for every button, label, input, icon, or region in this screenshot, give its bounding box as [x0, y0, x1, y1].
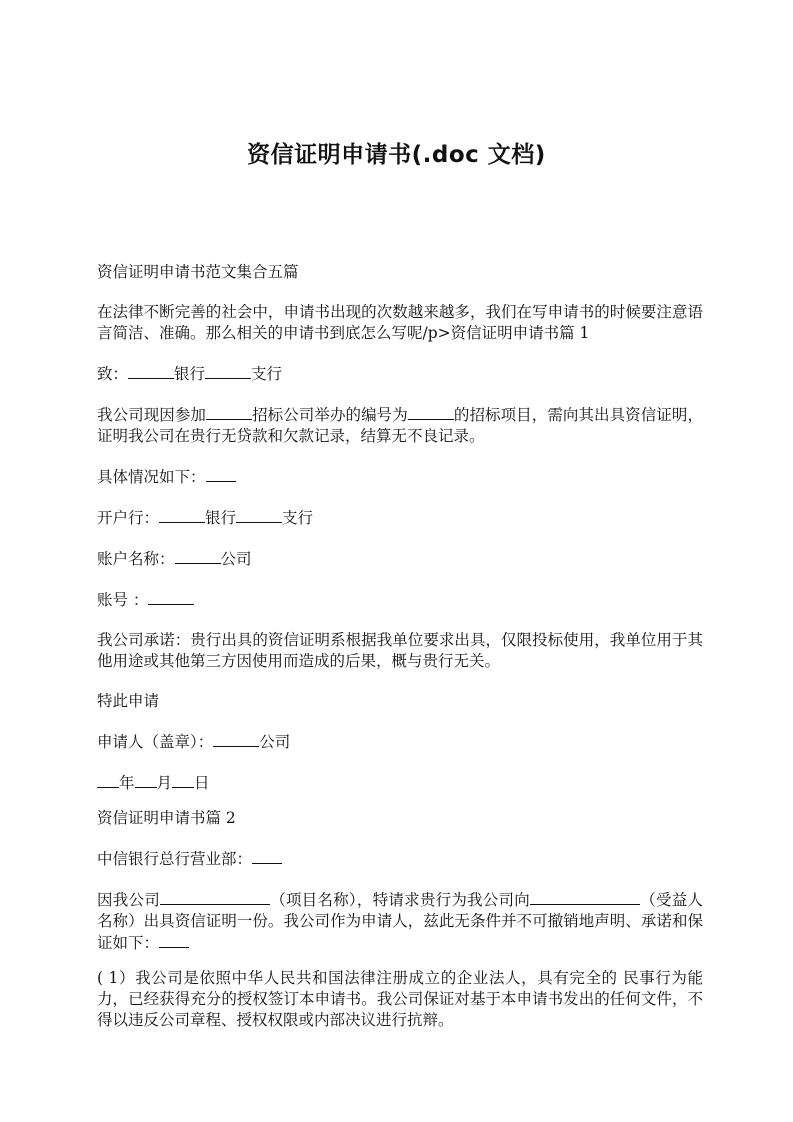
blank-field — [159, 932, 189, 948]
blank-field — [160, 889, 270, 905]
body-heading: 资信证明申请书范文集合五篇 — [97, 263, 299, 281]
blank-field — [206, 404, 252, 420]
hereby-line: 特此申请 — [97, 692, 160, 710]
account-name-line — [97, 548, 703, 570]
blank-field — [205, 363, 251, 379]
blank-field — [236, 507, 282, 523]
intro-paragraph: 在法律不断完善的社会中，申请书出现的次数越来越多，我们在写申请书的时候要注意语言简洁、准确。那么相关的申请书到底怎么写呢/p>资信证明申请书篇 1 — [97, 303, 703, 342]
promise-paragraph: 我公司承诺：贵行出具的资信证明系根据我单位要求出具，仅限投标使用，我单位用于其他用途或其他第三方因使用而造成的后果，概与贵行无关。 — [97, 631, 703, 670]
text-run: 的招标项目，需向其出具资信证明，证明我公司在贵行无贷款和欠款记录，结算无不良记录。 — [97, 406, 703, 445]
account-bank-label: 开户行： — [97, 509, 160, 527]
blank-field — [135, 772, 157, 788]
text-run: （项目名称），特请求贵行为我公司向 — [269, 891, 531, 909]
recipient2-label: 中信银行总行营业部： — [97, 850, 253, 868]
text-run: （受益人名称）出具资信证明一份。我公司作为申请人，兹此无条件并不可撤销地声明、承诺和保证如下： — [97, 891, 703, 952]
salutation-branch: 支行 — [251, 365, 283, 383]
blank-field — [206, 466, 236, 482]
document-title: 资信证明申请书(.doc 文档) — [247, 142, 546, 168]
blank-field — [252, 848, 282, 864]
date-line — [97, 772, 703, 794]
date-month-label: 月 — [156, 774, 173, 792]
blank-field — [408, 404, 454, 420]
blank-field — [159, 507, 205, 523]
details-label: 具体情况如下： — [97, 468, 206, 486]
account-number-label: 账号 ： — [97, 591, 149, 609]
account-name-label: 账户名称： — [97, 550, 175, 568]
text-run: 银行 — [205, 509, 237, 527]
text-run: 因我公司 — [97, 891, 160, 909]
blank-field — [530, 889, 640, 905]
applicant-line — [97, 731, 703, 753]
text-run: 支行 — [282, 509, 314, 527]
clause-1: ( 1）我公司是依照中华人民共和国法律注册成立的企业法人，具有完全的 民事行为能力，已经获得充分的授权签订本申请书。我公司保证对基于本申请书发出的任何文件，不得以违反公司章程、授权权限或内部决议进行抗辩。 — [97, 969, 703, 1029]
date-year-label: 年 — [119, 774, 135, 792]
salutation-prefix: 致： — [97, 365, 129, 383]
account-bank-line — [97, 507, 703, 529]
section2-title: 资信证明申请书篇 2 — [97, 809, 236, 827]
text-run: 我公司现因参加 — [97, 406, 207, 424]
text-run: 招标公司举办的编号为 — [252, 406, 408, 424]
document-body — [97, 262, 703, 1050]
account-number-line — [97, 589, 703, 611]
blank-field — [148, 589, 194, 605]
text-run: 公司 — [220, 550, 252, 568]
paragraph-request — [97, 889, 703, 954]
applicant-label: 申请人（盖章）： — [97, 733, 214, 751]
salutation-bank: 银行 — [174, 365, 206, 383]
blank-field — [175, 548, 221, 564]
blank-field — [128, 363, 174, 379]
paragraph-bid — [97, 404, 703, 447]
salutation-line — [97, 363, 703, 385]
text-run: 公司 — [259, 733, 291, 751]
blank-field — [213, 731, 259, 747]
date-day-label: 日 — [194, 774, 210, 792]
blank-field — [172, 772, 194, 788]
recipient2-line — [97, 848, 703, 870]
details-line — [97, 466, 703, 488]
blank-field — [97, 772, 119, 788]
